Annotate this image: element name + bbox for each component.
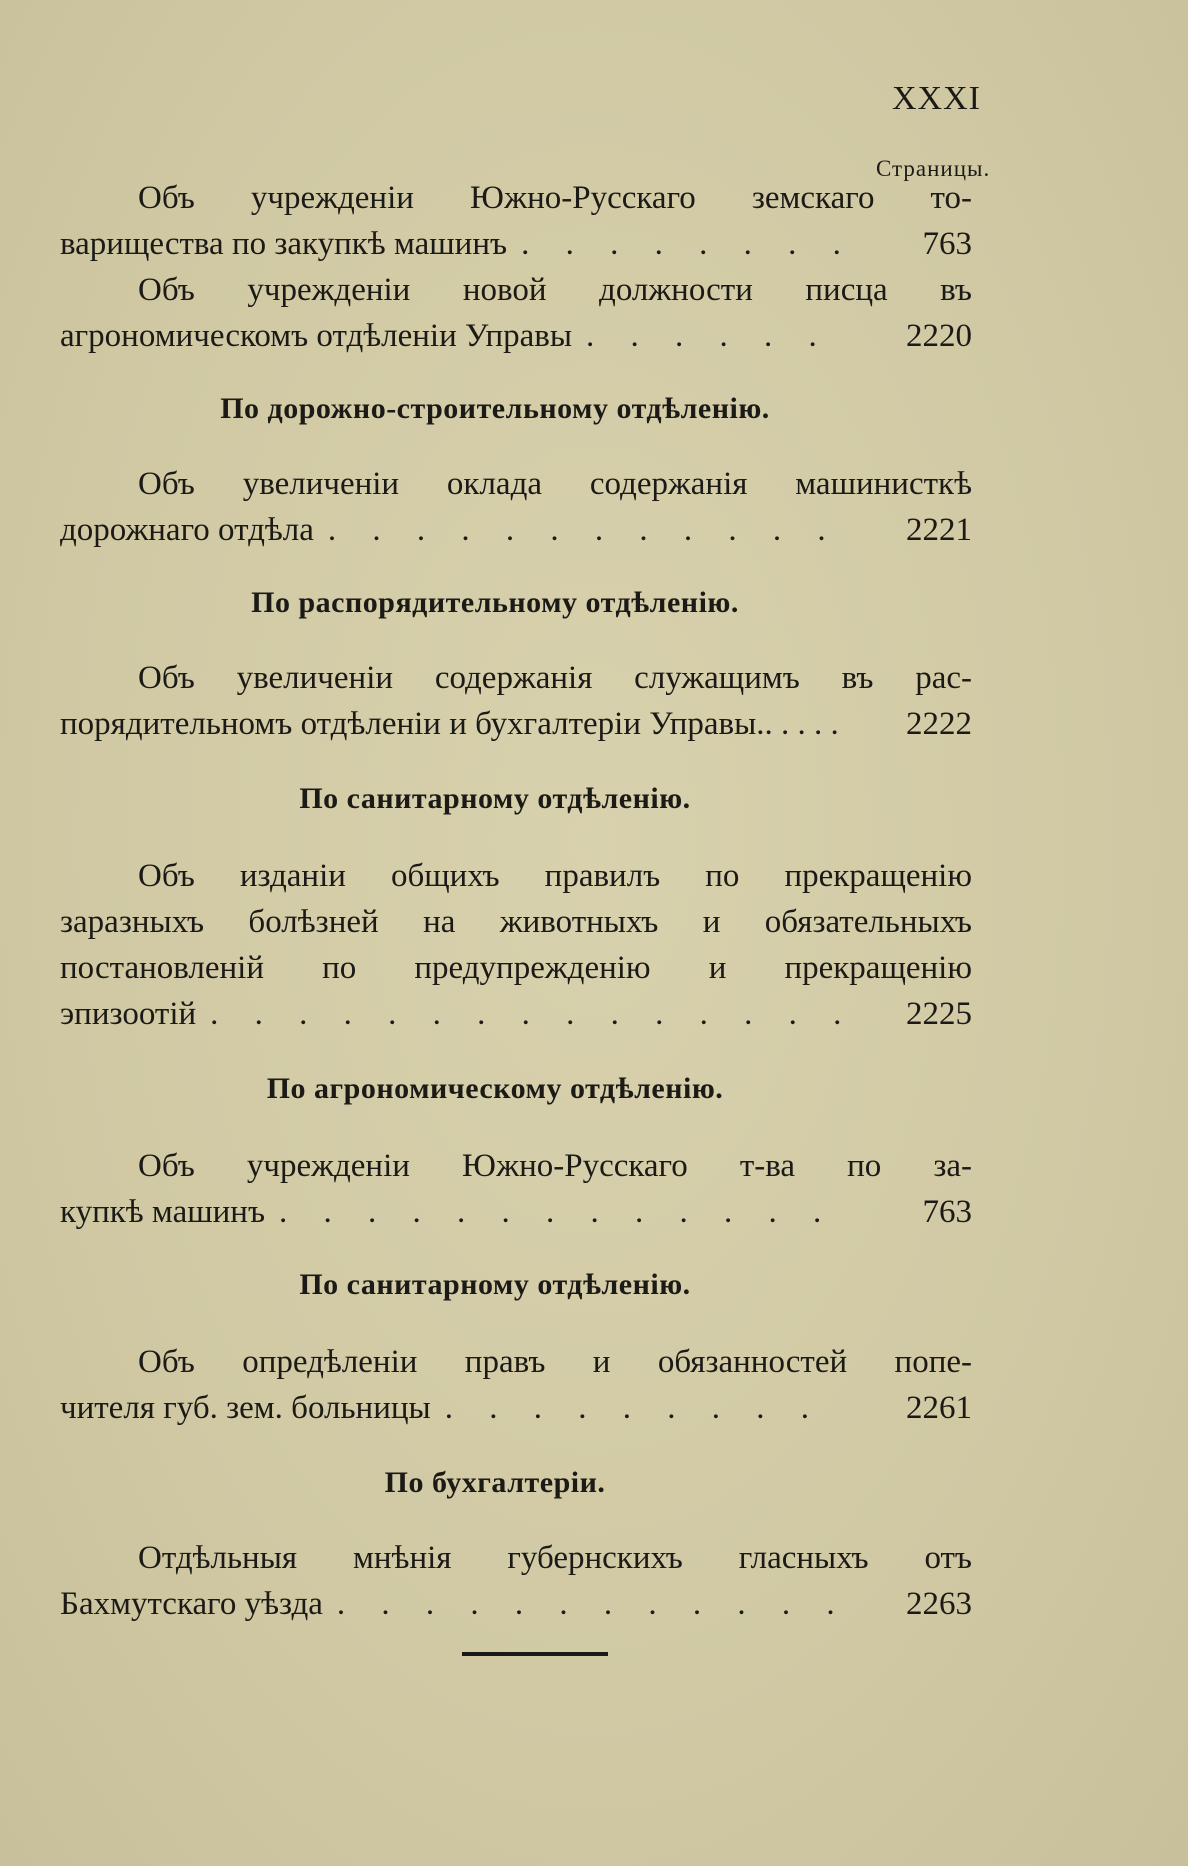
entry-line: заразныхъ болѣзней на животныхъ и обязательныхъ	[60, 904, 972, 940]
entry-line: эпизоотій . . . 2225	[60, 996, 972, 1042]
entry-line: постановленій по предупрежденію и прекращенію	[60, 950, 972, 986]
entry-line: порядительномъ отдѣленіи и бухгалтеріи Управы. . . . 2222	[60, 706, 972, 752]
leader-dots	[507, 226, 842, 263]
leader-dots	[323, 1586, 842, 1623]
entry-line: агрономическомъ отдѣленіи Управы . . . 2220	[60, 318, 972, 364]
page-number: XXXI	[892, 80, 981, 117]
entry-line: Объ учрежденіи Южно-Русскаго земскаго то-	[138, 180, 972, 216]
entry-line: Объ учрежденіи Южно-Русскаго т-ва по за-	[138, 1148, 972, 1184]
section-heading: По дорожно-строительному отдѣленію.	[220, 392, 770, 425]
entry-page-number: 763	[922, 226, 972, 262]
leader-dots	[265, 1194, 842, 1231]
closing-rule	[462, 1652, 608, 1656]
entry-line: купкѣ машинъ . . . 763	[60, 1194, 972, 1240]
entry-page-number: 2221	[906, 512, 972, 548]
leader-dots	[765, 706, 842, 743]
section-heading: По бухгалтеріи.	[384, 1466, 606, 1499]
entry-line: Объ увеличеніи содержанія служащимъ въ рас-	[138, 660, 972, 696]
entry-page-number: 2263	[906, 1586, 972, 1622]
entry-line: Объ изданіи общихъ правилъ по прекращенію	[138, 858, 972, 894]
section-heading: По санитарному отдѣленію.	[299, 1268, 691, 1301]
entry-line: Бахмутскаго уѣзда . . . 2263	[60, 1586, 972, 1632]
section-heading: По агрономическому отдѣленію.	[266, 1072, 724, 1105]
entry-line: варищества по закупкѣ машинъ . . . 763	[60, 226, 972, 272]
entry-line: Объ опредѣленіи правъ и обязанностей попе-	[138, 1344, 972, 1380]
entry-page-number: 2225	[906, 996, 972, 1032]
pages-column-header: Страницы.	[876, 156, 991, 181]
leader-dots	[314, 512, 842, 549]
leader-dots	[196, 996, 842, 1033]
entry-line: чителя губ. зем. больницы . . . 2261	[60, 1390, 972, 1436]
entry-page-number: 2220	[906, 318, 972, 354]
section-heading: По распорядительному отдѣленію.	[251, 586, 739, 619]
entry-page-number: 2222	[906, 706, 972, 742]
section-heading: По санитарному отдѣленію.	[299, 782, 691, 815]
entry-line: Объ учрежденіи новой должности писца въ	[138, 272, 972, 308]
entry-line: Объ увеличеніи оклада содержанія машинисткѣ	[138, 466, 972, 502]
entry-line: дорожнаго отдѣла . . . 2221	[60, 512, 972, 558]
entry-page-number: 763	[922, 1194, 972, 1230]
entry-line: Отдѣльныя мнѣнія губернскихъ гласныхъ отъ	[138, 1540, 972, 1576]
leader-dots	[431, 1390, 842, 1427]
entry-page-number: 2261	[906, 1390, 972, 1426]
leader-dots	[572, 318, 842, 355]
